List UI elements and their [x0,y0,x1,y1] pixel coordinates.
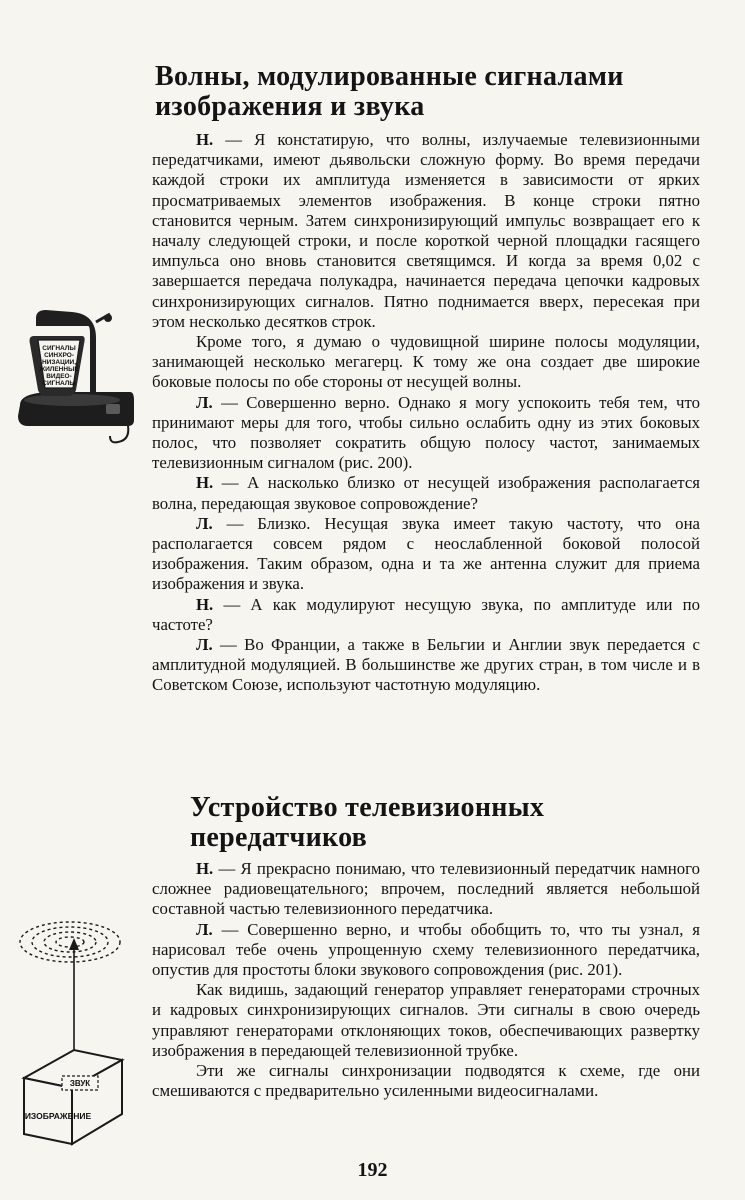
dash: — [213,473,248,493]
section-title-line: передатчиков [190,822,368,853]
paragraph-text: Я прекрасно понимаю, что телевизионный передатчик намного сложнее радиовещательного; впрочем, последний является небольшой составной частью телевизионного передатчика. [152,859,700,919]
paragraph [152,130,700,332]
dash: — [213,130,255,149]
dash: — [212,513,258,533]
section-title [155,62,715,122]
paragraph-text: Близко. Несущая звука имеет такую частоту, что она располагается совсем рядом с неослабленной боковой полосой изображения. Таким образом, одна и та же антенна служит для приема изображения и звука. [152,513,701,594]
section-title-line: изображения и звука [155,91,425,122]
paragraph [152,980,700,1061]
section-body [152,859,700,1101]
section-body [152,130,700,696]
sound-label: ЗВУК [69,1079,91,1088]
paragraph-text: А насколько близко от несущей изображения располагается волна, передающая звуковое сопровождение? [152,473,701,513]
paragraph-text: Совершенно верно, и чтобы обобщить то, что ты узнал, я нарисовал тебе очень упрощенную схему телевизионного передатчика, опустив для простоты блоки звукового сопровождения (рис. 201). [152,919,700,980]
dash: — [212,919,248,939]
mixer-label-line: СИГНАЛЫ [42,380,76,387]
speaker: Л. [196,392,213,412]
section-title-line: Устройство телевизионных [190,792,545,823]
transmitter-illustration [12,918,134,1153]
speaker: Н. [196,859,214,878]
paragraph [152,859,700,920]
mixer-label-line: ВИДЕО- [46,373,72,380]
paragraph-text: Как видишь, задающий генератор управляет генераторами строчных и кадровых синхронизирующих сигналов. Эти сигналы в свою очередь управляют генераторами отклоняющих токов, обеспечивающих развертку изображения в передающей телевизионной трубке. [152,980,700,1060]
mixer-illustration [10,300,140,445]
paragraph-text: Я констатирую, что волны, излучаемые телевизионными передатчиками, имеют дьявольски сложную форму. Во время передачи каждой строки их амплитуда изменяется в зависимости от ярких просматриваемых элементов изображения. В конце строки пятно становится черным. Затем синхронизирующий импульс возвращает его к началу следующей строки, и после короткой черной площадки гасящего импульса оно вновь становится светящимся. И когда за время 0,02 с завершается передача полукадра, начинается передача цепочки кадровых синхронизирующих сигналов. Пятно поднимается вверх, пересекая при этом несколько десятков строк. [152,130,701,331]
paragraph-text: Эти же сигналы синхронизации подводятся к схеме, где они смешиваются с предварительно усиленными видеосигналами. [152,1061,700,1101]
paragraph [152,332,700,393]
paragraph-text: Совершенно верно. Однако я могу успокоить тебя тем, что принимают меры для того, чтобы сильно ослабить одну из этих боковых полос, что позволяет сократить общую полосу частот, занимаемых телевизионным сигналом (рис. 200). [152,392,700,473]
paragraph-text: Кроме того, я думаю о чудовищной ширине полосы модуляции, занимающей несколько мегагерц. К тому же она создает две широкие боковые полосы по обе стороны от несущей волны. [152,332,700,392]
mixer-label-line: НИЗАЦИИ, [41,359,77,366]
speaker: Н. [196,594,214,614]
mixer-drawing [10,300,140,445]
paragraph [152,920,700,981]
dash: — [212,392,247,412]
speaker: Н. [196,130,214,149]
page-number: 192 [357,1159,388,1181]
speaker: Л. [196,635,213,655]
paragraph-text: А как модулируют несущую звука, по амплитуде или по частоте? [152,594,700,634]
dash: — [213,594,251,614]
paragraph [152,595,700,635]
section-title [190,793,710,853]
paragraph [152,514,700,595]
paragraph [152,473,700,513]
speaker: Л. [196,513,213,533]
section-title-line: Волны, модулированные сигналами [155,61,624,92]
image-label: ИЗОБРАЖЕНИЕ [24,1111,92,1121]
speaker: Л. [196,919,213,939]
mixer-label-line: СИГНАЛЫ [42,345,76,352]
transmitter-drawing [12,918,134,1153]
mixer-label-line: СИНХРО- [44,352,74,359]
dash: — [213,859,241,878]
paragraph [152,1061,700,1101]
speaker: Н. [196,473,214,493]
paragraph [152,635,700,696]
paragraph-text: Во Франции, а также в Бельгии и Англии звук передается с амплитудной модуляцией. В большинстве же других стран, в том числе и в Советском Союзе, используют частотную модуляцию. [152,635,700,695]
mixer-label-line: ЖИЛЕННЫЕ [39,366,79,373]
paragraph [152,393,700,474]
dash: — [212,635,245,655]
